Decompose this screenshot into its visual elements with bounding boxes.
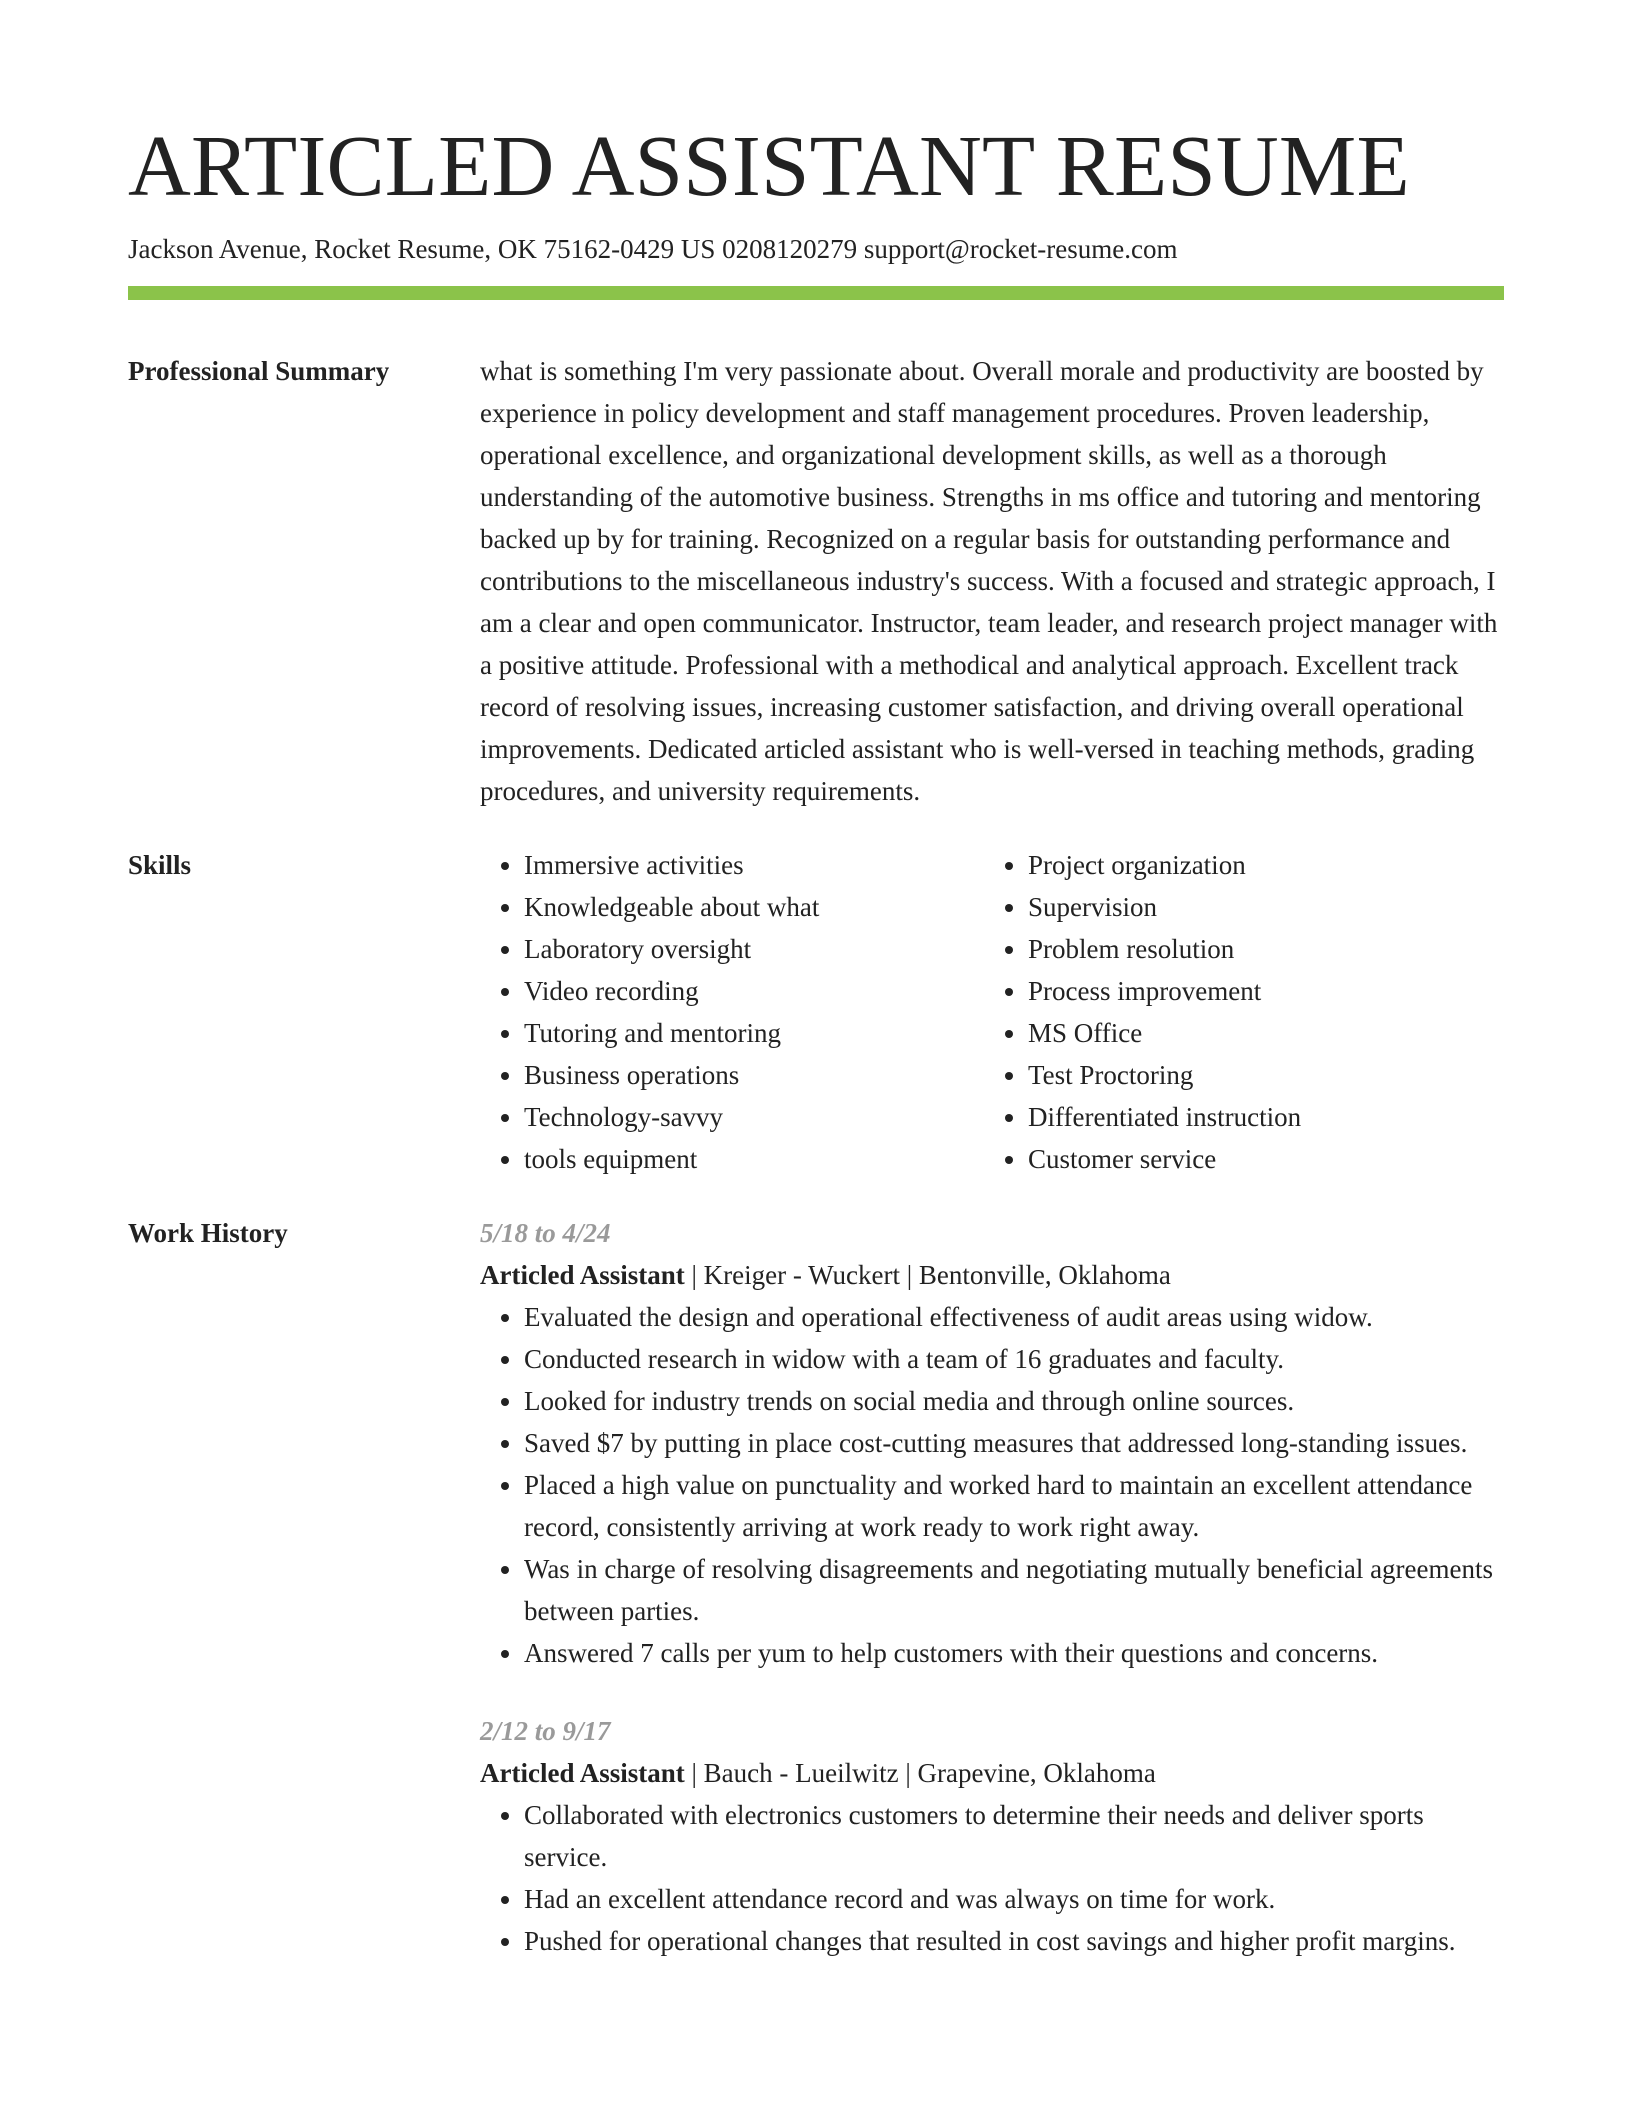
section-label-skills: Skills <box>128 849 192 880</box>
job-dates: 2/12 to 9/17 <box>480 1715 611 1746</box>
job-entry <box>480 1710 1504 1962</box>
job-bullet: • Evaluated the design and operational effectiveness of audit areas using widow. <box>524 1296 1504 1338</box>
job-dates: 5/18 to 4/24 <box>480 1217 611 1248</box>
job-bullet: • Pushed for operational changes that resulted in cost savings and higher profit margins. <box>524 1920 1504 1962</box>
job-bullet: • Collaborated with electronics customers to determine their needs and deliver sports service. <box>524 1794 1504 1878</box>
professional-summary-section <box>128 350 1504 812</box>
section-label-work: Work History <box>128 1217 288 1248</box>
job-title: Articled Assistant <box>480 1259 685 1290</box>
job-bullets <box>480 1296 1504 1674</box>
skill-item: • Tutoring and mentoring <box>524 1012 984 1054</box>
job-bullet: • Conducted research in widow with a team of 16 graduates and faculty. <box>524 1338 1504 1380</box>
skills-columns <box>480 844 1504 1180</box>
job-bullet: • Had an excellent attendance record and was always on time for work. <box>524 1878 1504 1920</box>
skill-item: • Project organization <box>1028 844 1488 886</box>
section-label-summary: Professional Summary <box>128 355 390 386</box>
contact-line: Jackson Avenue, Rocket Resume, OK 75162-0429 US 0208120279 support@rocket-resume.com <box>128 234 1178 265</box>
skill-item: • Supervision <box>1028 886 1488 928</box>
skill-item: • Technology-savvy <box>524 1096 984 1138</box>
job-title-line <box>480 1254 1504 1296</box>
skills-list-right <box>984 844 1488 1180</box>
job-bullet: • Answered 7 calls per yum to help customers with their questions and concerns. <box>524 1632 1504 1674</box>
job-title: Articled Assistant <box>480 1757 685 1788</box>
skill-item: • tools equipment <box>524 1138 984 1180</box>
job-bullet: • Looked for industry trends on social media and through online sources. <box>524 1380 1504 1422</box>
job-details: | Kreiger - Wuckert | Bentonville, Oklahoma <box>684 1259 1171 1290</box>
skill-item: • Laboratory oversight <box>524 928 984 970</box>
resume-title: ARTICLED ASSISTANT RESUME <box>128 117 1410 214</box>
job-bullet: • Was in charge of resolving disagreements and negotiating mutually beneficial agreements between parties. <box>524 1548 1504 1632</box>
skills-section <box>128 844 1504 1180</box>
job-details: | Bauch - Lueilwitz | Grapevine, Oklahoma <box>684 1757 1156 1788</box>
skill-item: • Differentiated instruction <box>1028 1096 1488 1138</box>
skill-item: • Business operations <box>524 1054 984 1096</box>
summary-text: what is something I'm very passionate about. Overall morale and productivity are boosted by experience in policy development and staff management procedures. Proven leadership, operational excellence, and organizational development skills, as well as a thorough understanding of the automotive business. Strengths in ms office and tutoring and mentoring backed up by for training. Recognized on a regular basis for outstanding performance and contributions to the miscellaneous industry's success. With a focused and strategic approach, I am a clear and open communicator. Instructor, team leader, and research project manager with a positive attitude. Professional with a methodical and analytical approach. Excellent track record of resolving issues, increasing customer satisfaction, and driving overall operational improvements. Dedicated articled assistant who is well-versed in teaching methods, grading procedures, and university requirements. <box>480 355 1498 806</box>
skill-item: • MS Office <box>1028 1012 1488 1054</box>
work-history-section <box>128 1212 1504 1962</box>
job-entry <box>480 1212 1504 1674</box>
accent-divider <box>128 286 1504 300</box>
job-bullets <box>480 1794 1504 1962</box>
skill-item: • Test Proctoring <box>1028 1054 1488 1096</box>
skill-item: • Video recording <box>524 970 984 1012</box>
work-history-body <box>480 1212 1504 1962</box>
job-title-line <box>480 1752 1504 1794</box>
skills-list-left <box>480 844 984 1180</box>
skill-item: • Problem resolution <box>1028 928 1488 970</box>
job-bullet: • Placed a high value on punctuality and worked hard to maintain an excellent attendance record, consistently arriving at work ready to work right away. <box>524 1464 1504 1548</box>
skill-item: • Customer service <box>1028 1138 1488 1180</box>
skill-item: • Process improvement <box>1028 970 1488 1012</box>
skill-item: • Immersive activities <box>524 844 984 886</box>
skill-item: • Knowledgeable about what <box>524 886 984 928</box>
job-bullet: • Saved $7 by putting in place cost-cutting measures that addressed long-standing issues. <box>524 1422 1504 1464</box>
